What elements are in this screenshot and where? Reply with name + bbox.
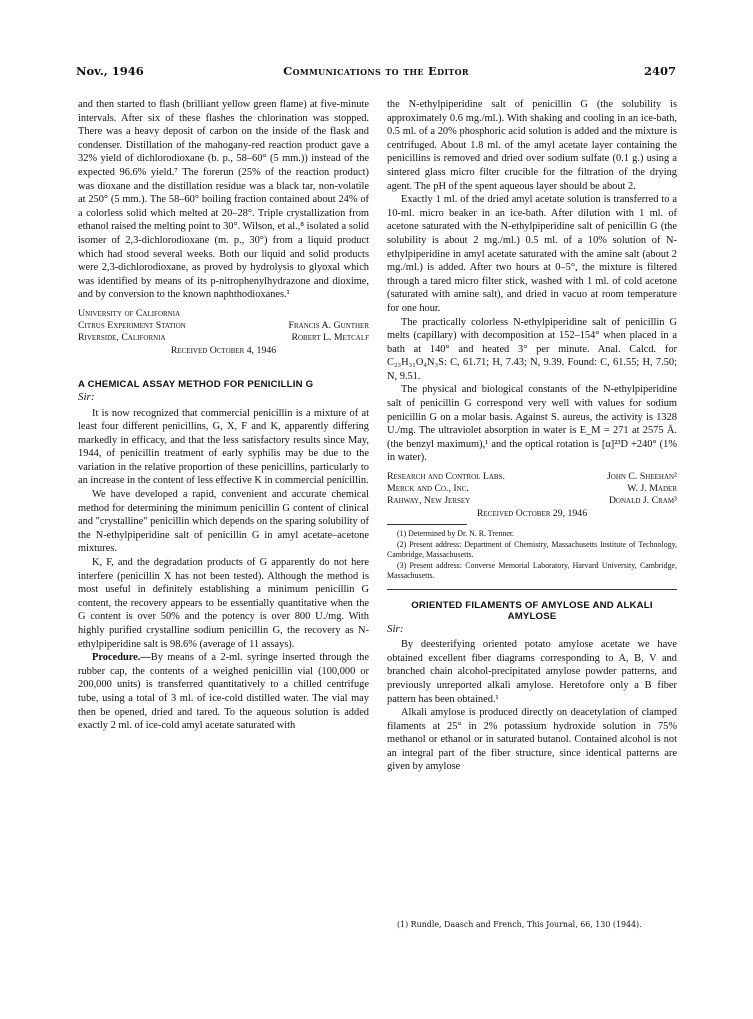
paragraph: We have developed a rapid, convenient and accurate chemical method for determining the minimum penicillin G content of clinical and "crystalline" penicillin which depends on the sparing solubility of the N-ethylpiperidine salt of penicillin G in amyl acetate–acetone mixtures. xyxy=(78,489,369,555)
footnote: (2) Present address: Department of Chemistry, Massachusetts Institute of Technology, Cambridge, Massachusetts. xyxy=(387,539,677,560)
author-name: Francis A. Gunther xyxy=(288,319,369,331)
author-affiliation-block xyxy=(387,471,677,507)
author-name: Donald J. Cram³ xyxy=(608,495,677,507)
section-divider xyxy=(387,589,677,590)
author-name: John C. Sheehan² xyxy=(606,471,677,483)
paragraph: It is now recognized that commercial penicillin is a mixture of at least four different penicillins, G, X, F and K, apparently differing markedly in efficacy, and that the less satisfactory results since May, 1944, of penicillin treatment of early syphilis may be due to the variation in the relative proportion of these penicillins, particularly to an increase in the content of less effective K in commercial penicillin. xyxy=(78,407,369,487)
paragraph: and then started to flash (brilliant yellow green flame) at five-minute intervals. After six of these flashes the chlorination was stopped. There was a heavy deposit of carbon on the inside of the flask and condenser. Distillation of the mahogany-red reaction product gave a 32% yield of dichlorodioxane (b. p., 58–60° (5 mm.)) instead of the expected 96.6% yield.⁷ The forerun (25% of the reaction product) was dioxane and the distillation residue was a black tar, non-volatile at 250° (5 mm.). The 58–60° boiling fraction contained about 24% of a colorless solid which melted at 20–28°. Triple crystallization from ethanol raised the melting point to 30°. Wilson, et al.,⁸ isolated a solid isomer of 2,3-dichlorodioxane (m. p., 30°) from a liquid product which had stood several weeks. Both our liquid and solid products were 2,3-dichlorodioxane, as proved by hydrolysis to glyoxal which was identified by means of its p-nitrophenylhydrazone and dioxime, and by conversion to the known naphthodioxanes.¹ xyxy=(78,99,369,301)
salutation: Sir: xyxy=(387,622,404,635)
paragraph: By deesterifying oriented potato amylose acetate we have obtained excellent fiber diagrams corresponding to A, B, V and branched chain alcohol-precipitated amylose powder patterns, and previously unreported alkali amylose. Heretofore only a B fiber pattern has been obtained.¹ xyxy=(387,639,677,705)
author-name: Robert L. Metcalf xyxy=(291,331,369,343)
paragraph: K, F, and the degradation products of G apparently do not here interfere (penicillin X has not been tested). Although the method is most useful in definitely establishing a minimum penicillin G content, the recovery appears to be essentially quantitative when the G content is over 50% and the potency is over 800 U./mg. With highly purified crystalline sodium penicillin G, the recovery as N-ethylpiperidine salt is 98.6% (average of 11 assays). xyxy=(78,557,369,650)
paragraph xyxy=(78,651,369,733)
paragraph: The physical and biological constants of the N-ethylpiperidine salt of penicillin G correspond very well with values for sodium penicillin G on a molar basis. Against S. aureus, the activity is 1328 U./mg. The ultraviolet absorption in water is E_M = 271 at 2575 Å. (the benzyl maximum),¹ and the optical rotation is [α]²³D +240° (1% in water). xyxy=(387,384,677,464)
left-column xyxy=(78,98,369,733)
procedure-text: By means of a 2-ml. syringe inserted through the rubber cap, the contents of a weighed penicillin vial (100,000 or 200,000 units) is transferred quantitatively to a chilled centrifuge tube, using a total of 3 ml. of ice-cold distilled water. The vial may then be opened, dried and tared. To the aqueous solution is added exactly 2 ml. of ice-cold amyl acetate saturated with xyxy=(78,652,369,732)
header-page-number: 2407 xyxy=(643,64,676,78)
footnote: (1) Rundle, Daasch and French, This Journal, 66, 130 (1944). xyxy=(397,920,642,929)
affiliation-line: Merck and Co., Inc. xyxy=(387,483,469,495)
paragraph: Alkali amylose is produced directly on deacetylation of clamped filaments at 25° in 2% potassium hydroxide solution in 75% methanol or ethanol or in saturated butanol. Contained alcohol is not an integral part of the fiber structure, since identical patterns are given by amylose xyxy=(387,707,677,773)
author-affiliation-block xyxy=(78,308,369,344)
article-title: A CHEMICAL ASSAY METHOD FOR PENICILLIN G xyxy=(78,378,314,390)
header-date: Nov., 1946 xyxy=(76,64,144,78)
paragraph: The practically colorless N-ethylpiperidine salt of penicillin G melts (capillary) with decomposition at 152–154° when placed in a bath at 140° and heated 3° per minute. Anal. Calcd. for C₂₃H₃₁O₄N₃S: C, 61.71; H, 7.43; N, 9.39. Found: C, 61.55; H, 7.50; N, 9.51. xyxy=(387,316,677,382)
salutation: Sir: xyxy=(78,390,95,403)
author-name: W. J. Mader xyxy=(627,483,677,495)
affiliation-line: Riverside, California xyxy=(78,331,166,343)
affiliation-line: University of California xyxy=(78,307,181,319)
running-header xyxy=(76,64,676,82)
right-column xyxy=(387,98,677,774)
affiliation-line: Research and Control Labs. xyxy=(387,471,505,483)
procedure-heading: Procedure.— xyxy=(92,652,151,664)
paragraph: Exactly 1 ml. of the dried amyl acetate solution is transferred to a 10-ml. micro beaker in an ice-bath. After dilution with 1 ml. of acetone saturated with the N-ethylpiperidine salt of penicillin G (the solubility is about 2 mg./ml.) 0.5 ml. of a 10% solution of N-ethylpiperidine in amyl acetate saturated with the amine salt (about 2 mg./ml.) is added. After two hours at 0–5°, the mixture is filtered through a tared micro filter stick, washed with 1 ml. of cold acetone (saturated with amine salt), and dried in vacuo at room temperature for one hour. xyxy=(387,194,677,314)
footnotes xyxy=(387,529,677,582)
article-title: ORIENTED FILAMENTS OF AMYLOSE AND ALKALI AMYLOSE xyxy=(411,599,653,622)
footnote: (1) Determined by Dr. N. R. Trenner. xyxy=(397,529,515,539)
affiliation-line: Rahway, New Jersey xyxy=(387,495,471,507)
paragraph: the N-ethylpiperidine salt of penicillin G (the solubility is approximately 0.6 mg./ml.). With shaking and cooling in an ice-bath, 0.5 ml. of a 20% phosphoric acid solution is added and the mixture is centrifuged. About 1.8 ml. of the amyl acetate layer containing the penicillins is removed and dried over sodium sulfate (0.1 g.) using a sintered glass micro filter crucible for the filtration of the drying agent. The pH of the spent aqueous layer should be about 2. xyxy=(387,99,677,192)
footnote: (3) Present address: Converse Memorial Laboratory, Harvard University, Cambridge, Massachusetts. xyxy=(387,560,677,581)
header-section-title: Communications to the Editor xyxy=(283,64,469,78)
received-date: Received October 29, 1946 xyxy=(476,508,588,520)
footnote-rule xyxy=(387,524,467,525)
affiliation-line: Citrus Experiment Station xyxy=(78,319,186,331)
received-date: Received October 4, 1946 xyxy=(170,344,277,356)
